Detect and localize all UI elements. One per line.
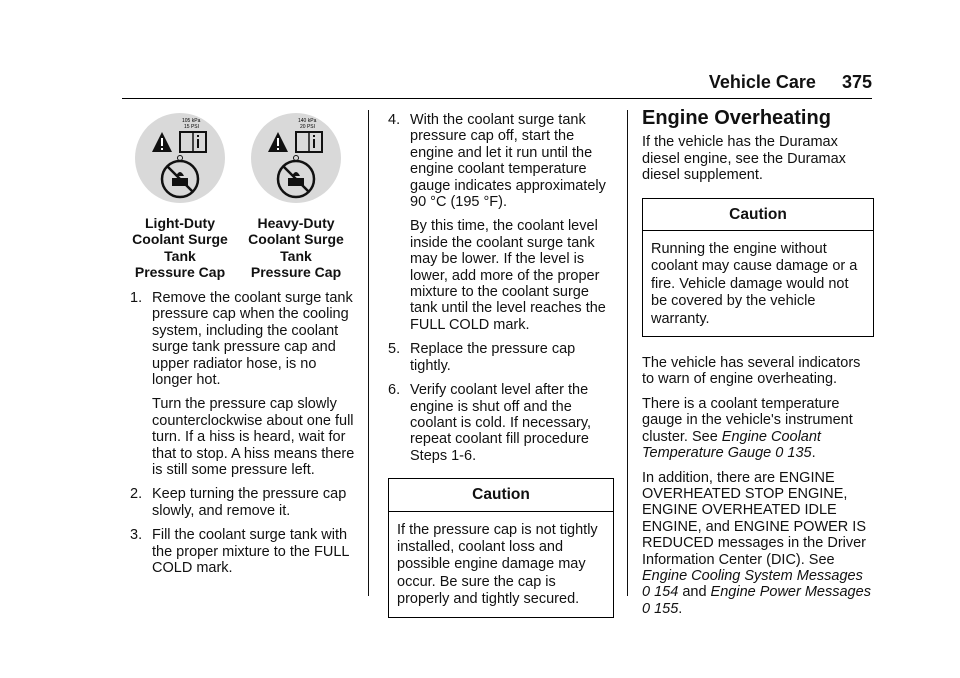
step-1: 1. Remove the coolant surge tank pressure cap when the cooling system, including the coolant surge tank pressure cap and upper radiator hose, is no longer hot.	[130, 290, 356, 388]
cap-label: Heavy-Duty Coolant Surge Tank Pressure Cap	[248, 215, 344, 281]
caution-title: Caution	[389, 479, 613, 511]
column-1	[130, 290, 356, 585]
step-5: 5. Replace the pressure cap tightly.	[388, 341, 614, 374]
step-text: Fill the coolant surge tank with the proper mixture to the FULL COLD mark.	[152, 527, 349, 577]
step-2: 2. Keep turning the pressure cap slowly, and remove it.	[130, 486, 356, 519]
caution-text: Running the engine without coolant may cause damage or a fire. Vehicle damage would not be covered by the vehicle warranty.	[651, 241, 858, 327]
svg-text:15 PSI: 15 PSI	[184, 124, 200, 130]
step-text: With the coolant surge tank pressure cap off, start the engine and let it run until the engine coolant temperature gauge indicates approximately 90 °C (195 °F).	[410, 112, 606, 211]
page-header	[683, 72, 872, 93]
step-6: 6. Verify coolant level after the engine is shut off and the coolant is cold. If necessary, repeat coolant fill procedure Steps 1-6.	[388, 382, 614, 464]
section-heading: Engine Overheating	[642, 107, 831, 129]
step-4: 4. With the coolant surge tank pressure cap off, start the engine and let it run until the engine coolant temperature gauge indicates approximately 90 °C (195 °F).	[388, 112, 614, 210]
heavy-duty-cap-figure	[244, 112, 348, 281]
column-divider	[368, 110, 369, 596]
column-2	[388, 112, 614, 618]
step-3: 3. Fill the coolant surge tank with the proper mixture to the FULL COLD mark.	[130, 527, 356, 576]
step-text: Replace the pressure cap tightly.	[410, 341, 576, 374]
page-number: 375	[841, 72, 872, 92]
paragraph: In addition, there are ENGINE OVERHEATED STOP ENGINE, ENGINE OVERHEATED IDLE ENGINE, and ENGINE POWER IS REDUCED messages in the Driver Information Center (DIC). See Engine Cooling System Messages 0 154 and Engine Power Messages 0 155.	[642, 469, 871, 617]
step-text: Remove the coolant surge tank pressure cap when the cooling system, including the coolant surge tank pressure cap and upper radiator hose, is no longer hot.	[152, 290, 353, 389]
step-text: Verify coolant level after the engine is shut off and the coolant is cold. If necessary, repeat coolant fill procedure Steps 1-6.	[410, 382, 592, 464]
link-power-messages[interactable]: Engine Power Messages	[710, 584, 871, 601]
pressure-cap-icon	[250, 112, 342, 204]
step-text: Keep turning the pressure cap slowly, and remove it.	[152, 486, 347, 519]
caution-title: Caution	[643, 199, 873, 231]
link-cooling-messages[interactable]: Engine Cooling System Messages	[642, 567, 863, 584]
svg-text:105 kPa: 105 kPa	[182, 118, 201, 124]
caution-box	[642, 198, 874, 337]
light-duty-cap-figure	[128, 112, 232, 281]
column-divider	[627, 110, 628, 596]
step-4-note: By this time, the coolant level inside the coolant surge tank may be lower. If the level is lower, add more of the proper mixture to the coolant surge tank until the level reaches the FULL COLD mark.	[410, 218, 606, 333]
cap-label: Light-Duty Coolant Surge Tank Pressure Cap	[132, 215, 228, 281]
page-ref: 0 154	[642, 584, 679, 601]
step-1-note: Turn the pressure cap slowly counterclockwise about one full turn. If a hiss is heard, wait for that to stop. A hiss means there is still some pressure left.	[152, 396, 355, 479]
header-rule	[122, 98, 872, 99]
svg-text:140 kPa: 140 kPa	[298, 118, 317, 124]
page-ref: 0 135	[775, 445, 812, 462]
svg-text:20 PSI: 20 PSI	[300, 124, 316, 130]
page-ref: 0 155	[642, 600, 679, 617]
caution-box	[388, 478, 614, 617]
column-3	[642, 107, 874, 625]
paragraph: There is a coolant temperature gauge in the vehicle's instrument cluster. See Engine Coolant Temperature Gauge 0 135.	[642, 395, 853, 462]
link-coolant-gauge[interactable]: Engine Coolant Temperature Gauge	[642, 428, 821, 462]
pressure-cap-icon	[134, 112, 226, 204]
section-title: Vehicle Care	[708, 72, 816, 92]
paragraph: The vehicle has several indicators to warn of engine overheating.	[642, 355, 861, 388]
paragraph: If the vehicle has the Duramax diesel engine, see the Duramax diesel supplement.	[642, 134, 846, 184]
caution-text: If the pressure cap is not tightly installed, coolant loss and possible engine damage may occur. Be sure the cap is properly and tightly secured.	[397, 521, 598, 608]
